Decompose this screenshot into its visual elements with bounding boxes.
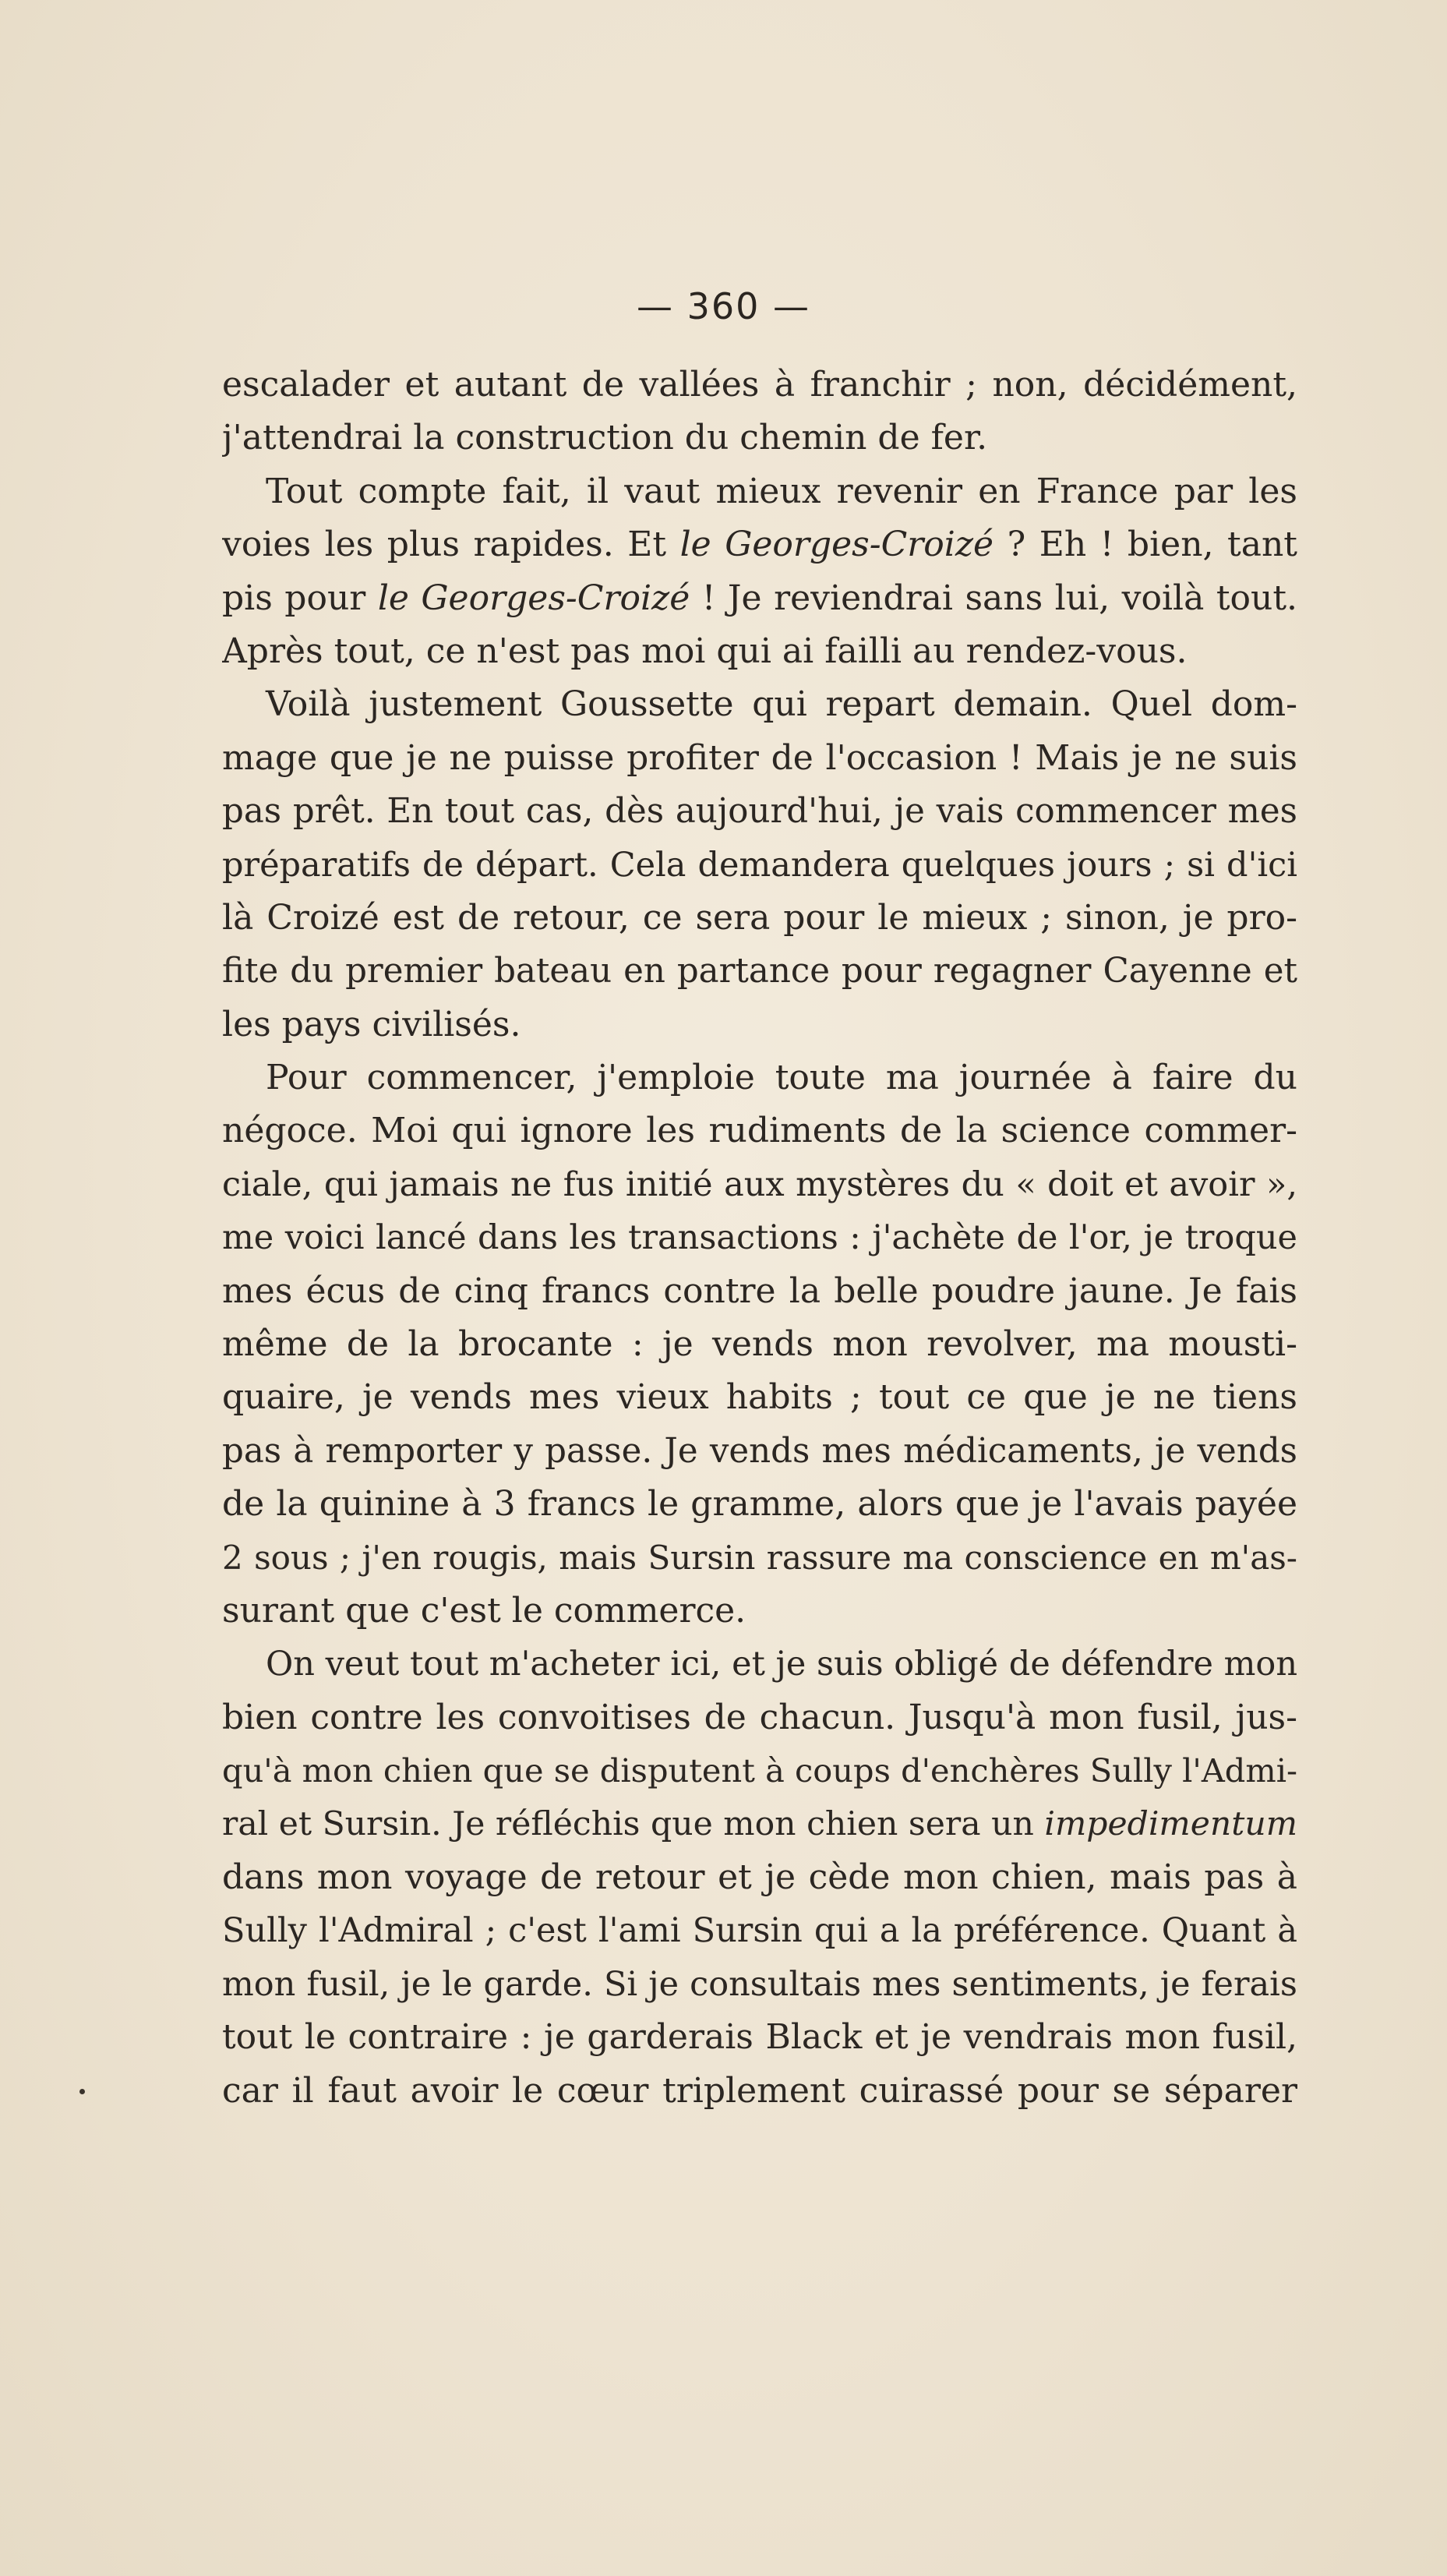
text-line: escalader et autant de vallées à franchir ; non, décidément, bbox=[222, 365, 1297, 405]
text-line: préparatifs de départ. Cela demandera quelques jours ; si d'ici bbox=[222, 845, 1297, 885]
page-number: — 360 — bbox=[636, 285, 811, 327]
text-segment: ! Je reviendrai sans lui, voilà tout. bbox=[690, 578, 1297, 618]
text-line: On veut tout m'acheter ici, et je suis obligé de défendre mon bbox=[266, 1645, 1297, 1684]
text-line bbox=[222, 518, 1297, 571]
text-line: Après tout, ce n'est pas moi qui ai failli au rendez-vous. bbox=[222, 631, 1188, 671]
text-line bbox=[222, 572, 1297, 625]
text-line: Pour commencer, j'emploie toute ma journée à faire du bbox=[266, 1058, 1297, 1098]
text-line: pas prêt. En tout cas, dès aujourd'hui, je vais commencer mes bbox=[222, 792, 1297, 832]
text-line: car il faut avoir le cœur triplement cuirassé pour se séparer bbox=[222, 2070, 1297, 2111]
text-line: dans mon voyage de retour et je cède mon chien, mais pas à bbox=[222, 1857, 1297, 1897]
text-line: mes écus de cinq francs contre la belle poudre jaune. Je fais bbox=[222, 1270, 1297, 1311]
text-line: tout le contraire : je garderais Black et je vendrais mon fusil, bbox=[222, 2017, 1297, 2058]
text-line: Sully l'Admiral ; c'est l'ami Sursin qui a la préférence. Quant à bbox=[222, 1911, 1297, 1951]
text-line: qu'à mon chien que se disputent à coups d'enchères Sully l'Admi- bbox=[222, 1751, 1297, 1790]
text-line: même de la brocante : je vends mon revolver, ma mousti- bbox=[222, 1324, 1297, 1365]
paper-speck bbox=[79, 2089, 85, 2094]
text-line: surant que c'est le commerce. bbox=[222, 1590, 746, 1631]
text-line: négoce. Moi qui ignore les rudiments de la science commer- bbox=[222, 1111, 1297, 1151]
text-line: me voici lancé dans les transactions : j'achète de l'or, je troque bbox=[222, 1218, 1297, 1258]
text-segment: ? Eh ! bien, tant bbox=[993, 525, 1297, 565]
text-line: fite du premier bateau en partance pour regagner Cayenne et bbox=[222, 952, 1297, 991]
text-segment: ral et Sursin. Je réfléchis que mon chien sera un bbox=[222, 1804, 1045, 1843]
text-line: ciale, qui jamais ne fus initié aux mystères du « doit et avoir », bbox=[222, 1164, 1297, 1204]
italic-title: le Georges-Croizé bbox=[679, 525, 994, 565]
text-line: là Croizé est de retour, ce sera pour le mieux ; sinon, je pro- bbox=[222, 897, 1297, 938]
text-line: j'attendrai la construction du chemin de fer. bbox=[222, 418, 988, 458]
text-line: les pays civilisés. bbox=[222, 1004, 521, 1044]
text-line: mon fusil, je le garde. Si je consultais mes sentiments, je ferais bbox=[222, 1964, 1297, 2004]
text-line: mage que je ne puisse profiter de l'occasion ! Mais je ne suis bbox=[222, 737, 1297, 778]
text-line: bien contre les convoitises de chacun. Jusqu'à mon fusil, jus- bbox=[222, 1697, 1297, 1737]
text-segment: pis pour bbox=[222, 578, 378, 618]
text-line: 2 sous ; j'en rougis, mais Sursin rassure ma conscience en m'as- bbox=[222, 1538, 1297, 1577]
italic-title: impedimentum bbox=[1044, 1804, 1297, 1843]
text-line bbox=[222, 1798, 1297, 1851]
text-line: de la quinine à 3 francs le gramme, alors que je l'avais payée bbox=[222, 1484, 1297, 1525]
text-line: quaire, je vends mes vieux habits ; tout ce que je ne tiens bbox=[222, 1377, 1297, 1418]
text-line: Voilà justement Goussette qui repart demain. Quel dom- bbox=[266, 684, 1297, 725]
text-segment: voies les plus rapides. Et bbox=[222, 525, 680, 565]
text-line: Tout compte fait, il vaut mieux revenir en France par les bbox=[266, 471, 1297, 511]
text-line: pas à remporter y passe. Je vends mes médicaments, je vends bbox=[222, 1431, 1297, 1471]
body-text bbox=[222, 359, 1297, 2118]
italic-title: le Georges-Croizé bbox=[377, 578, 690, 618]
